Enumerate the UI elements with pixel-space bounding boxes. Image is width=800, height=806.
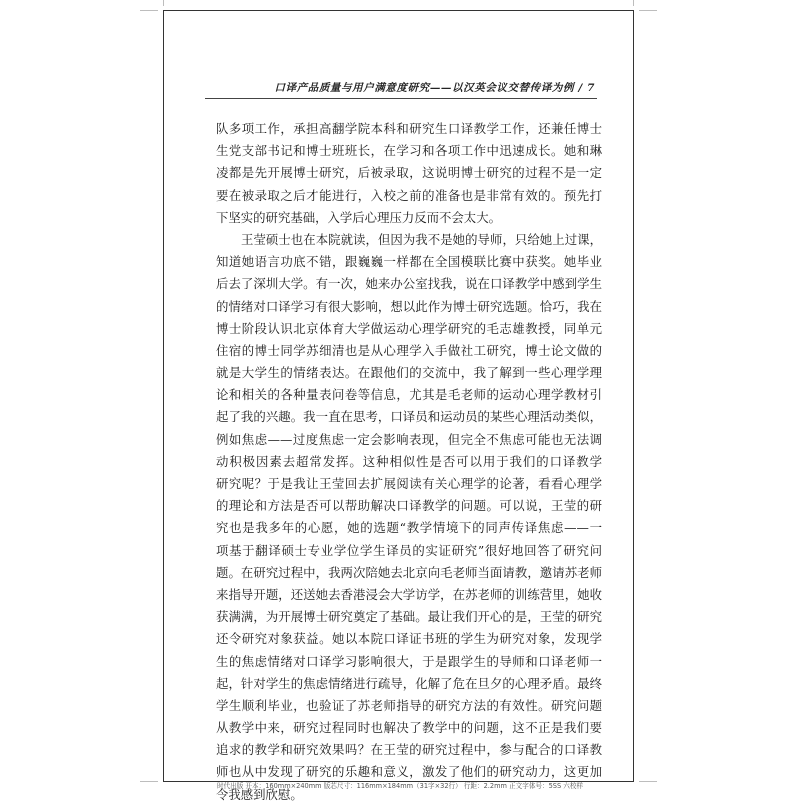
body-text xyxy=(216,118,602,806)
text-line: 项基于翻译硕士专业学位学生译员的实证研究”很好地回答了研究问 xyxy=(216,542,602,558)
text-line: 下坚实的研究基础，入学后心理压力反而不会太大。 xyxy=(216,209,501,225)
text-line: 论和相关的各种量表问卷等信息，尤其是毛老师的运动心理学教材引 xyxy=(216,387,602,403)
text-line: 王莹硕士也在本院就读，但因为我不是她的导师，只给她上过课， xyxy=(241,231,602,247)
text-line: 后去了深圳大学。有一次，她来办公室找我，说在口译教学中感到学生 xyxy=(216,276,602,292)
text-line: 获满满，为开展博士研究奠定了基础。最让我们开心的是，王莹的研究 xyxy=(216,609,602,625)
crop-mark-top-left-h xyxy=(140,10,158,11)
text-line: 队多项工作，承担高翻学院本科和研究生口译教学工作，还兼任博士 xyxy=(216,121,602,136)
text-line: 师也从中发现了研究的乐趣和意义，激发了他们的研究动力，这更加 xyxy=(216,764,602,780)
text-line: 的理论和方法是否可以帮助解决口译教学的问题。可以说，王莹的研 xyxy=(216,498,602,514)
text-line: 追求的教学和研究效果吗？在王莹的研究过程中，参与配合的口译教 xyxy=(216,742,602,758)
text-line: 题。在研究过程中，我两次陪她去北京向毛老师当面请教，邀请苏老师 xyxy=(216,564,602,580)
text-line: 究也是我多年的心愿，她的选题“教学情境下的同声传译焦虑——一 xyxy=(216,520,602,536)
text-line: 就是大学生的情绪表达。在跟他们的交流中，我了解到一些心理学理 xyxy=(216,365,602,381)
text-line: 知道她语言功底不错，跟巍巍一样都在全国模联比赛中获奖。她毕业 xyxy=(216,254,602,270)
text-line: 的情绪对口译学习有很大影响，想以此作为博士研究选题。恰巧，我在 xyxy=(216,298,602,314)
text-line: 生的焦虑情绪对口译学习影响很大，于是跟学生的导师和口译老师一 xyxy=(216,653,602,669)
header-rule xyxy=(205,98,597,99)
text-line: 学生顺利毕业，也验证了苏老师指导的研究方法的有效性。研究问题 xyxy=(216,697,602,713)
text-line: 博士阶段认识北京体育大学做运动心理学研究的毛志雄教授，同单元 xyxy=(216,320,602,336)
text-line: 住宿的博士同学苏细清也是从心理学入手做社工研究，博士论文做的 xyxy=(216,342,602,358)
text-line: 从教学中来，研究过程同时也解决了教学中的问题，这不正是我们要 xyxy=(216,720,602,736)
text-line: 研究呢？于是我让王莹回去扩展阅读有关心理学的论著，看看心理学 xyxy=(216,476,602,491)
text-line: 起，针对学生的焦虑情绪进行疏导，化解了危在旦夕的心理矛盾。最终 xyxy=(216,675,602,691)
text-line: 要在被录取之后才能进行，入校之前的准备也是非常有效的。预先打 xyxy=(216,187,602,203)
crop-mark-top-left-v xyxy=(163,0,164,6)
running-head: 口译产品质量与用户满意度研究——以汉英会议交替传译为例 / 7 xyxy=(274,82,595,94)
text-line: 例如焦虑——过度焦虑一定会影响表现，但完全不焦虑可能也无法调 xyxy=(216,431,602,447)
crop-mark-top-right-v xyxy=(633,0,634,6)
text-line: 凌都是先开展博士研究，后被录取，这说明博士研究的过程不是一定 xyxy=(216,165,602,181)
text-line: 动积极因素去超常发挥。这种相似性是否可以用于我们的口译教学 xyxy=(216,453,602,469)
print-spec-footer: 时代出版 开本：160mm×240mm 版芯尺寸：116mm×184mm（31字×32行） 行距：2.2mm 正文字体号：5SS 六校样 xyxy=(216,782,584,790)
text-line: 令我感到欣慰。 xyxy=(216,786,303,802)
text-line: 生党支部书记和博士班班长，在学习和各项工作中迅速成长。她和琳 xyxy=(216,143,602,159)
text-line: 来指导开题，还送她去香港浸会大学访学，在苏老师的训练营里，她收 xyxy=(216,586,602,602)
crop-mark-top-right-h xyxy=(639,10,657,11)
text-line: 还令研究对象获益。她以本院口译证书班的学生为研究对象，发现学 xyxy=(216,631,602,647)
text-line: 起了我的兴趣。我一直在思考，口译员和运动员的某些心理活动类似， xyxy=(216,409,602,425)
